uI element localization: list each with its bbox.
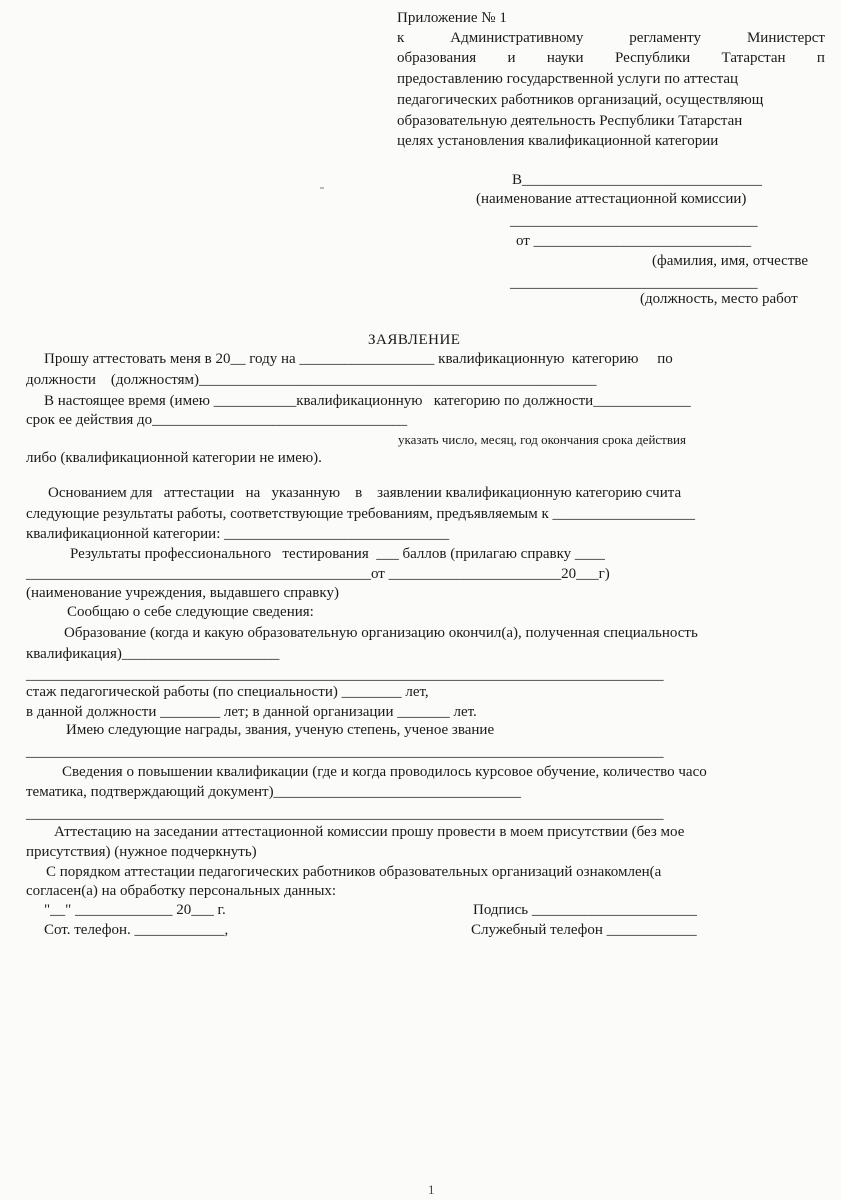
addressee-from-field: от _____________________________ xyxy=(516,233,752,249)
header-line-3: предоставлению государственной услуги по аттестац xyxy=(397,71,739,87)
mobile-phone-field: Сот. телефон. ____________, xyxy=(44,922,229,938)
body-line: в данной должности ________ лет; в данной организации _______ лет. xyxy=(26,704,477,720)
document-title: ЗАЯВЛЕНИЕ xyxy=(368,332,461,348)
body-line: Сообщаю о себе следующие сведения: xyxy=(67,604,314,620)
body-line: тематика, подтверждающий документ)_________________________________ xyxy=(26,784,522,800)
header-word: к xyxy=(397,30,405,46)
addressee-blank-line: _________________________________ xyxy=(510,213,758,229)
body-line: С порядком аттестации педагогических работников образовательных организаций ознакомлен(а xyxy=(46,864,662,880)
body-line: Сведения о повышении квалификации (где и когда проводилось курсовое обучение, количество часо xyxy=(62,764,707,780)
header-line-1 xyxy=(397,30,825,47)
body-line: _____________________________________________________________________________________ xyxy=(26,667,664,683)
body-line: Образование (когда и какую образовательную организацию окончил(а), полученная специальность xyxy=(64,625,698,641)
addressee-to-field: В________________________________ xyxy=(512,172,763,188)
body-line: _____________________________________________________________________________________ xyxy=(26,744,664,760)
body-line: должности (должностям)_____________________________________________________ xyxy=(26,372,597,388)
header-word: Республики xyxy=(614,50,691,66)
header-line-5: образовательную деятельность Республики Татарстан xyxy=(397,113,743,129)
body-line: ______________________________________________от _______________________20___г) xyxy=(26,566,610,582)
body-line: Аттестацию на заседании аттестационной комиссии прошу провести в моем присутствии (без мое xyxy=(54,824,685,840)
header-word: и xyxy=(507,50,516,66)
body-line: следующие результаты работы, соответствующие требованиям, предъявляемым к ___________________ xyxy=(26,506,696,522)
work-phone-field: Служебный телефон ____________ xyxy=(471,922,697,938)
signature-field: Подпись ______________________ xyxy=(473,902,697,918)
appendix-title: Приложение № 1 xyxy=(397,10,507,26)
body-line: срок ее действия до__________________________________ xyxy=(26,412,408,428)
header-line-4: педагогических работников организаций, осуществляющ xyxy=(397,92,764,108)
header-line-2 xyxy=(397,50,825,67)
body-line: согласен(а) на обработку персональных данных: xyxy=(26,883,337,899)
addressee-position-hint: (должность, место работ xyxy=(640,291,798,307)
body-line: квалификация)_____________________ xyxy=(26,646,280,662)
header-word: Министерст xyxy=(746,30,825,46)
body-line: _____________________________________________________________________________________ xyxy=(26,806,664,822)
date-field: "__" _____________ 20___ г. xyxy=(44,902,226,918)
body-line: (наименование учреждения, выдавшего справку) xyxy=(26,585,339,601)
header-word: п xyxy=(816,50,825,66)
body-line: Прошу аттестовать меня в 20__ году на __________________ квалификационную категорию по xyxy=(44,351,673,367)
header-word: Административному xyxy=(450,30,584,46)
header-word: регламенту xyxy=(629,30,702,46)
scan-speck xyxy=(320,187,324,189)
body-line: квалификационной категории: ______________________________ xyxy=(26,526,450,542)
header-word: науки xyxy=(546,50,584,66)
page-mark: 1 xyxy=(428,1182,435,1197)
addressee-blank-line-2: _________________________________ xyxy=(510,275,758,291)
body-line: стаж педагогической работы (по специальности) ________ лет, xyxy=(26,684,429,700)
date-hint: указать число, месяц, год окончания срока действия xyxy=(398,432,686,447)
header-line-6: целях установления квалификационной категории xyxy=(397,133,719,149)
body-line: либо (квалификационной категории не имею). xyxy=(26,450,322,466)
addressee-to-hint: (наименование аттестационной комиссии) xyxy=(476,191,747,207)
body-line: Имею следующие награды, звания, ученую степень, ученое звание xyxy=(66,722,495,738)
header-word: Татарстан xyxy=(721,50,786,66)
body-line: В настоящее время (имею ___________квалификационную категорию по должности_____________ xyxy=(44,393,691,409)
body-line: Основанием для аттестации на указанную в заявлении квалификационную категорию счита xyxy=(48,485,682,501)
addressee-from-hint: (фамилия, имя, отчестве xyxy=(652,253,809,269)
header-word: образования xyxy=(397,50,477,66)
body-line: присутствия) (нужное подчеркнуть) xyxy=(26,844,257,860)
body-line: Результаты профессионального тестирования ___ баллов (прилагаю справку ____ xyxy=(70,546,605,562)
